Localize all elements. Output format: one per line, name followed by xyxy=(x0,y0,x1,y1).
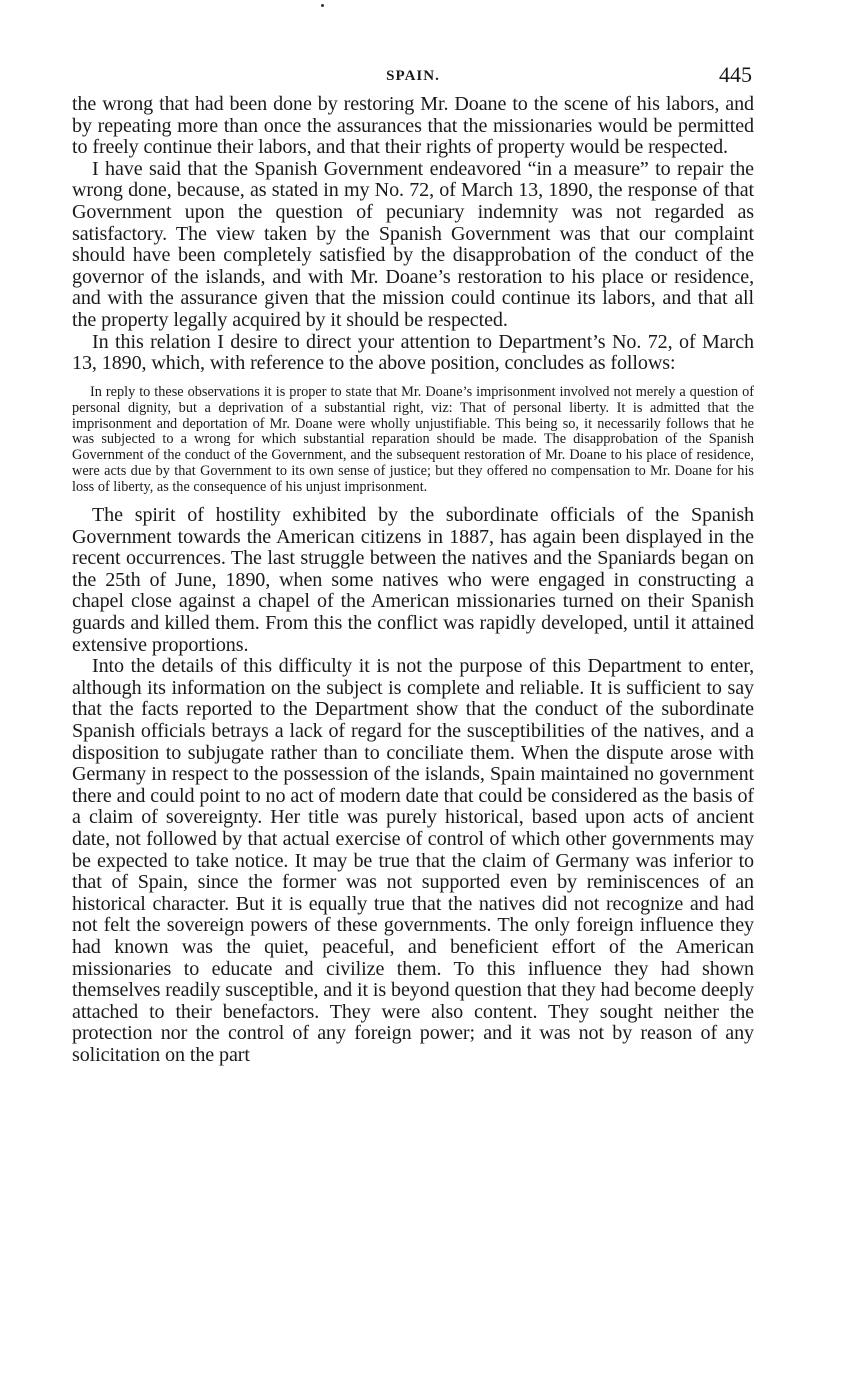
paragraph-hostility: The spirit of hostility exhibited by the subordinate officials of the Spanish Government towards the American citizens in 1887, has again been displayed in the recent occurrences. The last struggle between the natives and the Spaniards began on the 25th of June, 1890, when some natives who were engaged in constructing a chapel close against a chapel of the American missionaries turned on their Spanish guards and killed them. From this the conflict was rapidly developed, until it attained extensive proportions. xyxy=(72,504,754,656)
paragraph-spanish-government: I have said that the Spanish Government endeavored “in a measure” to repair the wrong done, because, as stated in my No. 72, of March 13, 1890, the response of that Government upon the question of pecuniary indemnity was not regarded as satisfactory. The view taken by the Spanish Government was that our complaint should have been completely satisfied by the disapprobation of the conduct of the governor of the islands, and with Mr. Doane’s restoration to his place or residence, and with the assurance given that the mission could continue its labors, and that all the property legally acquired by it should be respected. xyxy=(72,157,754,331)
document-page xyxy=(72,62,754,1067)
body-text xyxy=(72,94,754,1067)
paragraph-department-reference: In this relation I desire to direct your attention to Department’s No. 72, of March 13, 1890, which, with reference to the above position, concludes as follows: xyxy=(72,330,754,375)
page-number: 445 xyxy=(719,62,752,87)
running-header xyxy=(72,62,754,92)
page-speck xyxy=(321,4,324,7)
paragraph-continuation: the wrong that had been done by restoring Mr. Doane to the scene of his labors, and by repeating more than once the assurances that the missionaries would be permitted to freely continue their labors, and that their rights of property would be respected. xyxy=(72,93,754,159)
page-title: SPAIN. xyxy=(386,68,440,84)
block-quote: In reply to these observations it is proper to state that Mr. Doane’s imprisonment involved not merely a question of personal dignity, but a deprivation of a substantial right, viz: That of personal liberty. It is admitted that the imprisonment and deportation of Mr. Doane were wholly unjustifiable. This being so, it necessarily follows that he was subjected to a wrong for which substantial reparation should be made. The disapprobation of the Spanish Government of the conduct of the Government, and the subsequent restoration of Mr. Doane to his place of residence, were acts due by that Government to its own sense of justice; but they offered no compensation to Mr. Doane for his loss of liberty, as the consequence of his unjust imprisonment. xyxy=(72,383,754,496)
paragraph-details: Into the details of this difficulty it is not the purpose of this Department to enter, although its information on the subject is complete and reliable. It is sufficient to say that the facts reported to the Department show that the conduct of the subordinate Spanish officials betrays a lack of regard for the susceptibilities of the natives, and a disposition to subjugate rather than to conciliate them. When the dispute arose with Germany in respect to the possession of the islands, Spain maintained no government there and could point to no act of modern date that could be considered as the basis of a claim of sovereignty. Her title was purely historical, based upon acts of ancient date, not followed by that actual exercise of control of which other governments may be expected to take notice. It may be true that the claim of Germany was inferior to that of Spain, since the former was not supported even by reminiscences of an historical character. But it is equally true that the natives did not recognize and had not felt the sovereign powers of these governments. The only foreign influence they had known was the quiet, peaceful, and beneficient effort of the American missionaries to educate and civilize them. To this influence they had shown themselves readily susceptible, and it is beyond question that they had become deeply attached to their benefactors. They were also content. They sought neither the protection nor the control of any foreign power; and it was not by reason of any solicitation on the part xyxy=(72,655,754,1066)
